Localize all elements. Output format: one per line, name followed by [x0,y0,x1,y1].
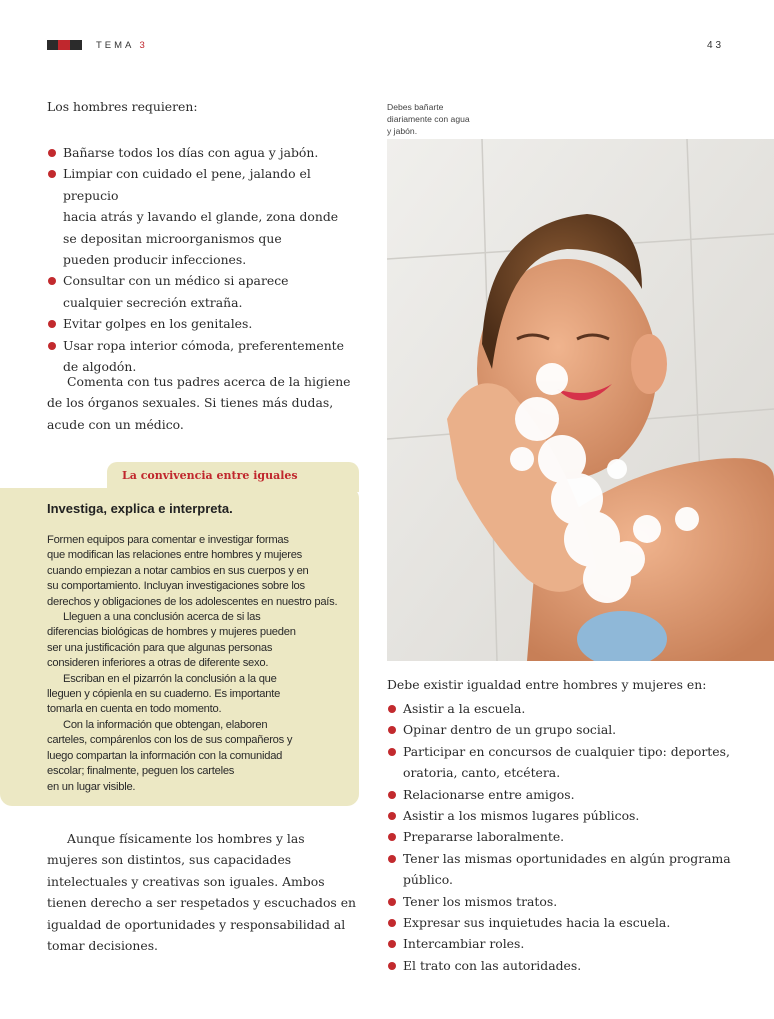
activity-box-line: en un lugar visible. [47,780,136,793]
activity-box-line: Con la información que obtengan, elaboren [63,718,268,731]
photo-illustration [387,139,774,661]
list-item-line: Evitar golpes en los genitales. [63,316,253,332]
list-item-line: Opinar dentro de un grupo social. [403,722,617,738]
activity-box-line: Lleguen a una conclusión acerca de si las [63,611,261,624]
intro-text: Los hombres requieren: [47,99,198,114]
activity-box-line: Escriban en el pizarrón la conclusión a la que [63,672,277,685]
photo-caption-line: Debes bañarte [387,102,444,112]
list-item [47,270,367,313]
activity-box-line: diferencias biológicas de hombres y mujeres pueden [47,626,296,639]
tema-bar-red-block [58,40,70,50]
list-item-line: Bañarse todos los días con agua y jabón. [63,145,319,160]
list-item-line: Intercambiar roles. [403,936,525,952]
list-item-line: público. [403,872,453,888]
list-item-line: Tener las mismas oportunidades en algún programa [403,850,731,866]
list-item-line: Relacionarse entre amigos. [403,786,575,802]
activity-box-line: lleguen y cópienla en su cuaderno. Es importante [47,688,281,701]
activity-box-line: ser una justificación para que algunas personas [47,641,273,654]
activity-box-line: tomarla en cuenta en todo momento. [47,703,222,716]
list-item-line: Prepararse laboralmente. [403,829,565,845]
boy-washing-face-photo [387,139,774,661]
paragraph-equality: Aunque físicamente los hombres y las mujeres son distintos, sus capacidades intelectuales y creativas son iguales. Ambos tienen derecho a ser respetados y escuchados en igualdad de oportunidades y responsabilidad al tomar decisiones. [47,831,357,954]
tema-bar-dark-block [47,40,58,50]
tema-label-text: TEMA [96,40,134,51]
photo-caption-line: diariamente con agua [387,114,470,124]
list-item [387,848,767,891]
list-item-line: hacia atrás y lavando el glande, zona donde [63,209,339,225]
list-item [387,933,767,954]
list-item [387,719,767,740]
tema-color-bar [47,40,82,50]
activity-box-line: derechos y obligaciones de los adolescentes en nuestro país. [47,595,338,608]
list-item-line: Asistir a los mismos lugares públicos. [403,808,640,824]
activity-box-line: Formen equipos para comentar e investigar formas [47,534,289,546]
paragraph-parents: Comenta con tus padres acerca de la higiene de los órganos sexuales. Si tienes más dudas, acude con un médico. [47,374,351,432]
list-item [387,741,767,784]
list-item-line: Asistir a la escuela. [403,701,526,716]
list-item-line: El trato con las autoridades. [403,957,582,973]
list-item [387,826,767,847]
page-number: 43 [707,40,725,51]
equality-list [387,698,767,976]
list-item-line: Tener los mismos tratos. [403,893,558,909]
equality-lead: Debe existir igualdad entre hombres y mujeres en: [387,677,707,692]
list-item-line: cualquier secreción extraña. [63,294,243,310]
list-item [387,698,767,719]
activity-box-title: Investiga, explica e interpreta. [47,501,233,516]
activity-box-text [47,533,353,795]
list-item [47,163,367,270]
list-item-line: Expresar sus inquietudes hacia la escuela. [403,915,671,931]
list-item [47,313,367,334]
list-item-line: de algodón. [63,359,137,375]
list-item-line: Usar ropa interior cómoda, preferentemente [63,337,344,353]
photo-caption [387,101,470,137]
activity-box-line: luego compartan la información con la comunidad [47,749,283,762]
list-item [47,142,367,163]
list-item [387,805,767,826]
list-item-line: Consultar con un médico si aparece [63,273,289,289]
list-item-line: Limpiar con cuidado el pene, jalando el prepucio [63,166,311,203]
list-item [387,891,767,912]
activity-box-line: su comportamiento. Incluyan investigaciones sobre los [47,580,305,593]
activity-box-line: consideren inferiores a otras de diferente sexo. [47,657,269,670]
list-item-line: oratoria, canto, etcétera. [403,765,561,781]
activity-box-line: cuando empiezan a notar cambios en sus cuerpos y en [47,564,309,577]
list-item [387,912,767,933]
tema-bar-dark-block [70,40,82,50]
photo-caption-line: y jabón. [387,126,418,136]
activity-box-line: que modifican las relaciones entre hombres y mujeres [47,549,303,562]
activity-box-line: carteles, compárenlos con los de sus compañeros y [47,734,293,747]
tema-number: 3 [139,40,148,51]
list-item-line: pueden producir infecciones. [63,252,247,268]
list-item [387,955,767,976]
list-item-line: Participar en concursos de cualquier tipo: deportes, [403,743,730,759]
list-item-line: se depositan microorganismos que [63,230,282,246]
tema-label [96,40,148,51]
activity-box-line: escolar; finalmente, peguen los carteles [47,765,235,778]
male-hygiene-list [47,142,367,377]
list-item [387,784,767,805]
activity-box-tab-title: La convivencia entre iguales [122,469,298,482]
